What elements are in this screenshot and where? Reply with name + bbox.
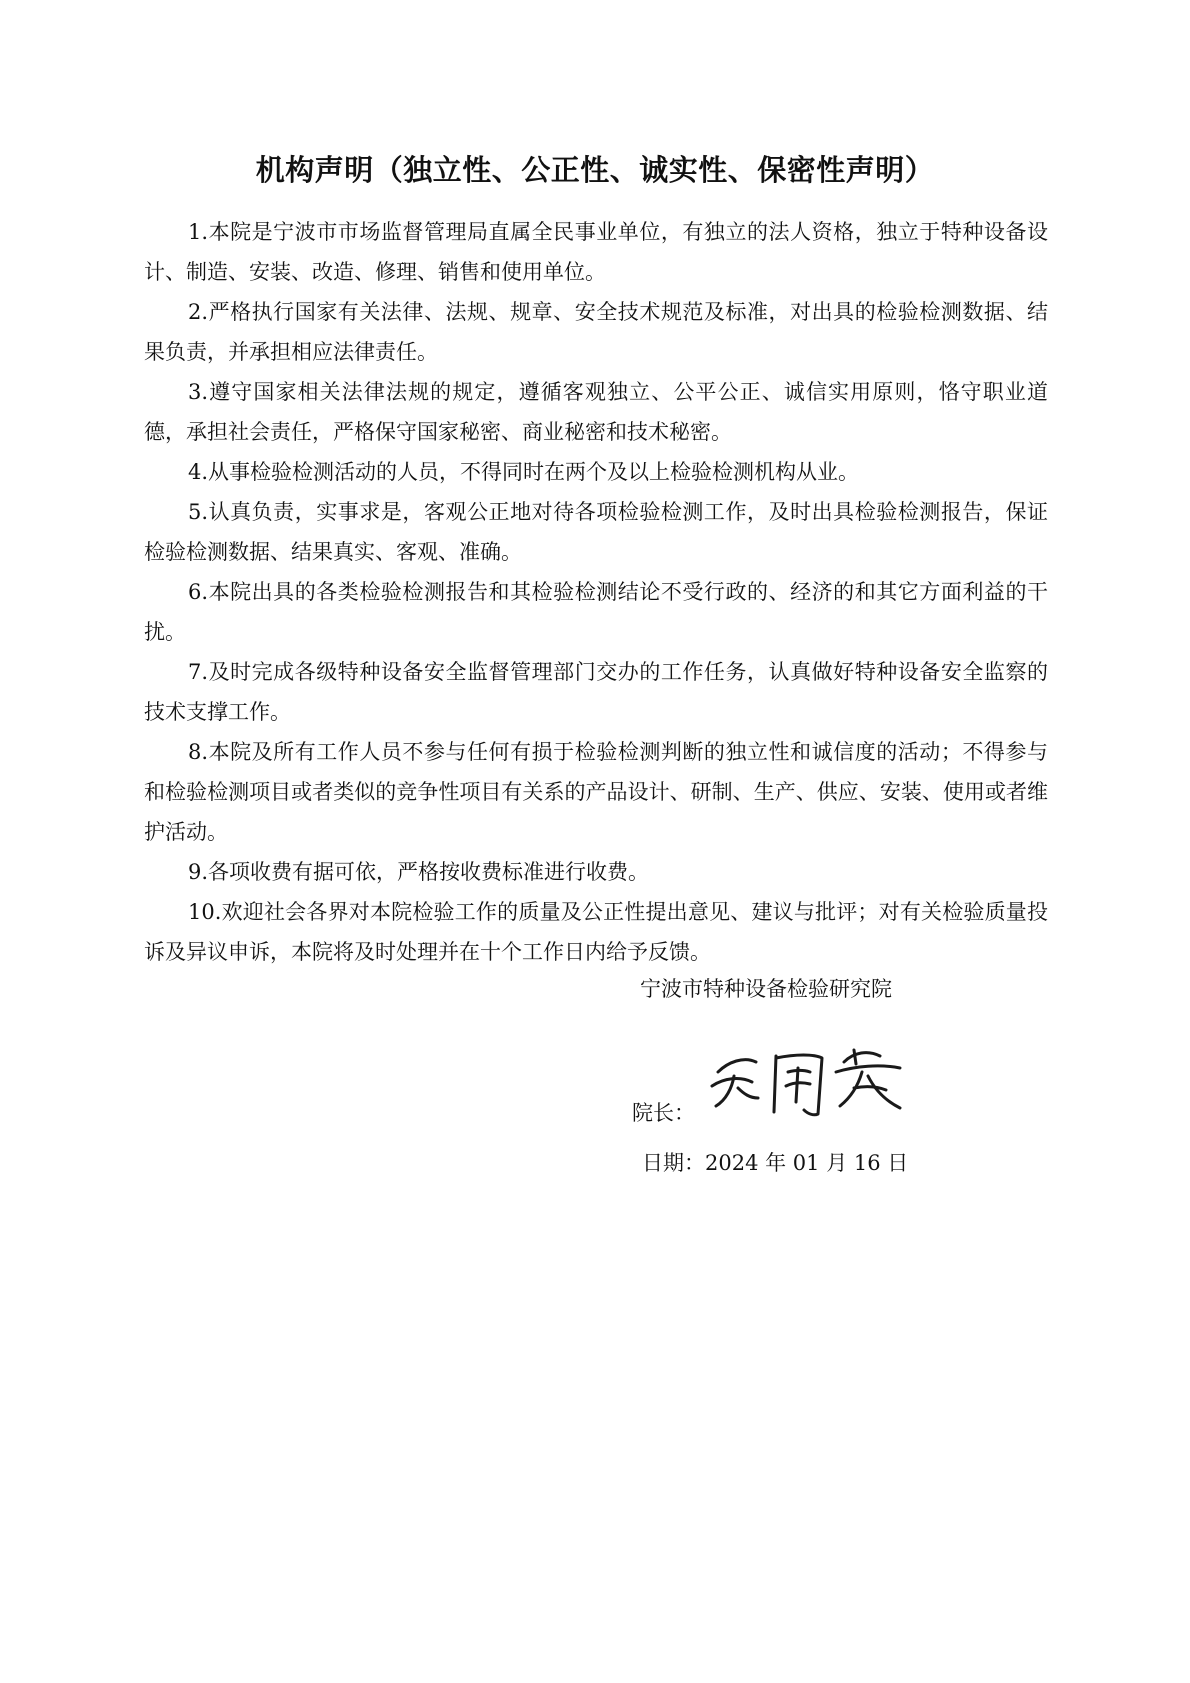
statement-item-1: 1.本院是宁波市市场监督管理局直属全民事业单位，有独立的法人资格，独立于特种设备设计、制造、安装、改造、修理、销售和使用单位。 xyxy=(144,220,1048,284)
statement-item-9: 9.各项收费有据可依，严格按收费标准进行收费。 xyxy=(188,860,650,884)
document-title: 机构声明（独立性、公正性、诚实性、保密性声明） xyxy=(255,153,935,187)
statement-body xyxy=(144,212,1048,972)
organization-name: 宁波市特种设备检验研究院 xyxy=(640,977,892,1001)
statement-item-10: 10.欢迎社会各界对本院检验工作的质量及公正性提出意见、建议与批评；对有关检验质量投诉及异议申诉，本院将及时处理并在十个工作日内给予反馈。 xyxy=(144,900,1048,964)
statement-item-5: 5.认真负责，实事求是，客观公正地对待各项检验检测工作，及时出具检验检测报告，保证检验检测数据、结果真实、客观、准确。 xyxy=(144,500,1048,564)
statement-item-2: 2.严格执行国家有关法律、法规、规章、安全技术规范及标准，对出具的检验检测数据、结果负责，并承担相应法律责任。 xyxy=(144,300,1048,364)
signature-block xyxy=(632,1042,932,1125)
statement-item-3: 3.遵守国家相关法律法规的规定，遵循客观独立、公平公正、诚信实用原则，恪守职业道德，承担社会责任，严格保守国家秘密、商业秘密和技术秘密。 xyxy=(144,380,1048,444)
statement-item-6: 6.本院出具的各类检验检测报告和其检验检测结论不受行政的、经济的和其它方面利益的干扰。 xyxy=(144,580,1048,644)
document-date: 日期：2024 年 01 月 16 日 xyxy=(642,1151,909,1175)
statement-item-8: 8.本院及所有工作人员不参与任何有损于检验检测判断的独立性和诚信度的活动；不得参与和检验检测项目或者类似的竞争性项目有关系的产品设计、研制、生产、供应、安装、使用或者维护活动。 xyxy=(144,740,1048,844)
handwritten-signature xyxy=(704,1042,914,1124)
statement-item-7: 7.及时完成各级特种设备安全监督管理部门交办的工作任务，认真做好特种设备安全监察的技术支撑工作。 xyxy=(144,660,1048,724)
statement-item-4: 4.从事检验检测活动的人员，不得同时在两个及以上检验检测机构从业。 xyxy=(188,460,860,484)
signer-label: 院长： xyxy=(632,1101,695,1125)
